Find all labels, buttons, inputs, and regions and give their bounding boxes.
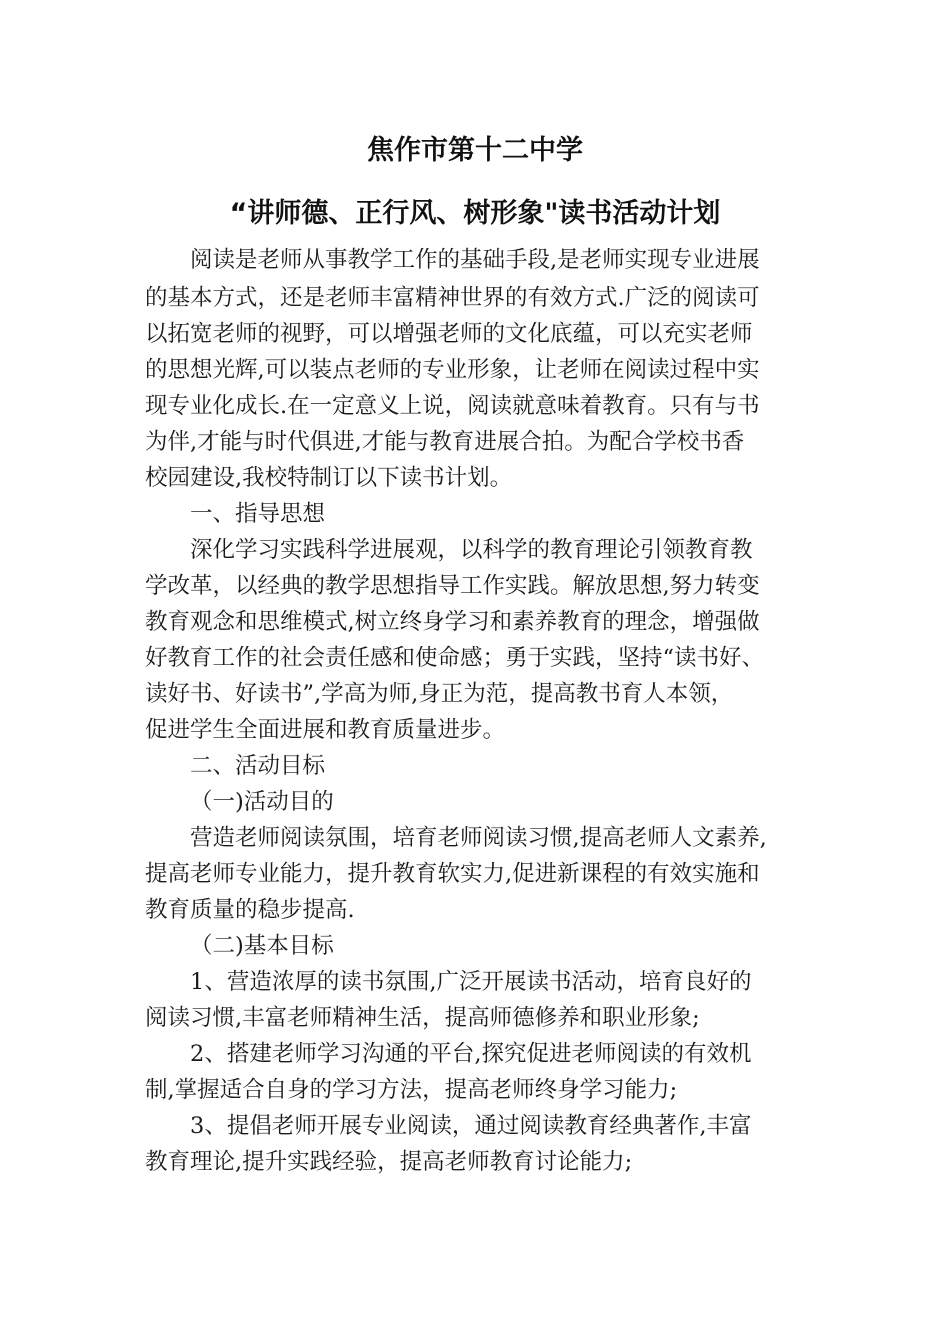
- document-title: 焦作市第十二中学: [367, 135, 583, 166]
- body-line: 为伴,才能与时代俱进,才能与教育进展合拍。为配合学校书香: [145, 429, 745, 455]
- body-line: 促进学生全面进展和教育质量进步。: [145, 717, 506, 743]
- subsection-heading-activity-purpose: （一)活动目的: [190, 789, 334, 815]
- subsection-heading-basic-goals: （二)基本目标: [190, 933, 334, 959]
- body-line: 学改革，以经典的教学思想指导工作实践。解放思想,努力转变: [145, 573, 760, 599]
- body-line: 的思想光辉,可以装点老师的专业形象，让老师在阅读过程中实: [145, 357, 760, 383]
- section-heading-activity-goals: 二、活动目标: [190, 753, 326, 779]
- body-line: 阅读是老师从事教学工作的基础手段,是老师实现专业进展: [190, 247, 760, 273]
- body-line: 的基本方式，还是老师丰富精神世界的有效方式.广泛的阅读可: [145, 285, 760, 311]
- body-line: 提高老师专业能力，提升教育软实力,促进新课程的有效实施和: [145, 861, 760, 887]
- body-line: 以拓宽老师的视野，可以增强老师的文化底蕴，可以充实老师: [145, 321, 753, 347]
- body-line: 现专业化成长.在一定意义上说，阅读就意味着教育。只有与书: [145, 393, 760, 419]
- list-item-line: 3、提倡老师开展专业阅读，通过阅读教育经典著作,丰富: [190, 1113, 752, 1139]
- body-line: 营造老师阅读氛围，培育老师阅读习惯,提高老师人文素养,: [190, 825, 767, 851]
- section-heading-guiding-ideology: 一、指导思想: [190, 501, 326, 527]
- document-subtitle: “讲师德、正行风、树形象"读书活动计划: [229, 198, 721, 229]
- list-item-line: 2、搭建老师学习沟通的平台,探究促进老师阅读的有效机: [190, 1041, 752, 1067]
- body-line: 校园建设,我校特制订以下读书计划。: [145, 465, 513, 491]
- body-line: 教育质量的稳步提高.: [145, 897, 355, 923]
- list-item-line: 阅读习惯,丰富老师精神生活，提高师德修养和职业形象;: [145, 1005, 700, 1031]
- list-item-line: 制,掌握适合自身的学习方法，提高老师终身学习能力;: [145, 1077, 678, 1103]
- body-line: 教育观念和思维模式,树立终身学习和素养教育的理念，增强做: [145, 609, 760, 635]
- body-line: 读好书、好读书”,学高为师,身正为范，提高教书育人本领，: [145, 681, 734, 707]
- list-item-line: 1、营造浓厚的读书氛围,广泛开展读书活动，培育良好的: [190, 969, 752, 995]
- body-line: 深化学习实践科学进展观，以科学的教育理论引领教育教: [190, 537, 753, 563]
- body-line: 好教育工作的社会责任感和使命感；勇于实践，坚持“读书好、: [145, 645, 765, 671]
- list-item-line: 教育理论,提升实践经验，提高老师教育讨论能力;: [145, 1149, 633, 1175]
